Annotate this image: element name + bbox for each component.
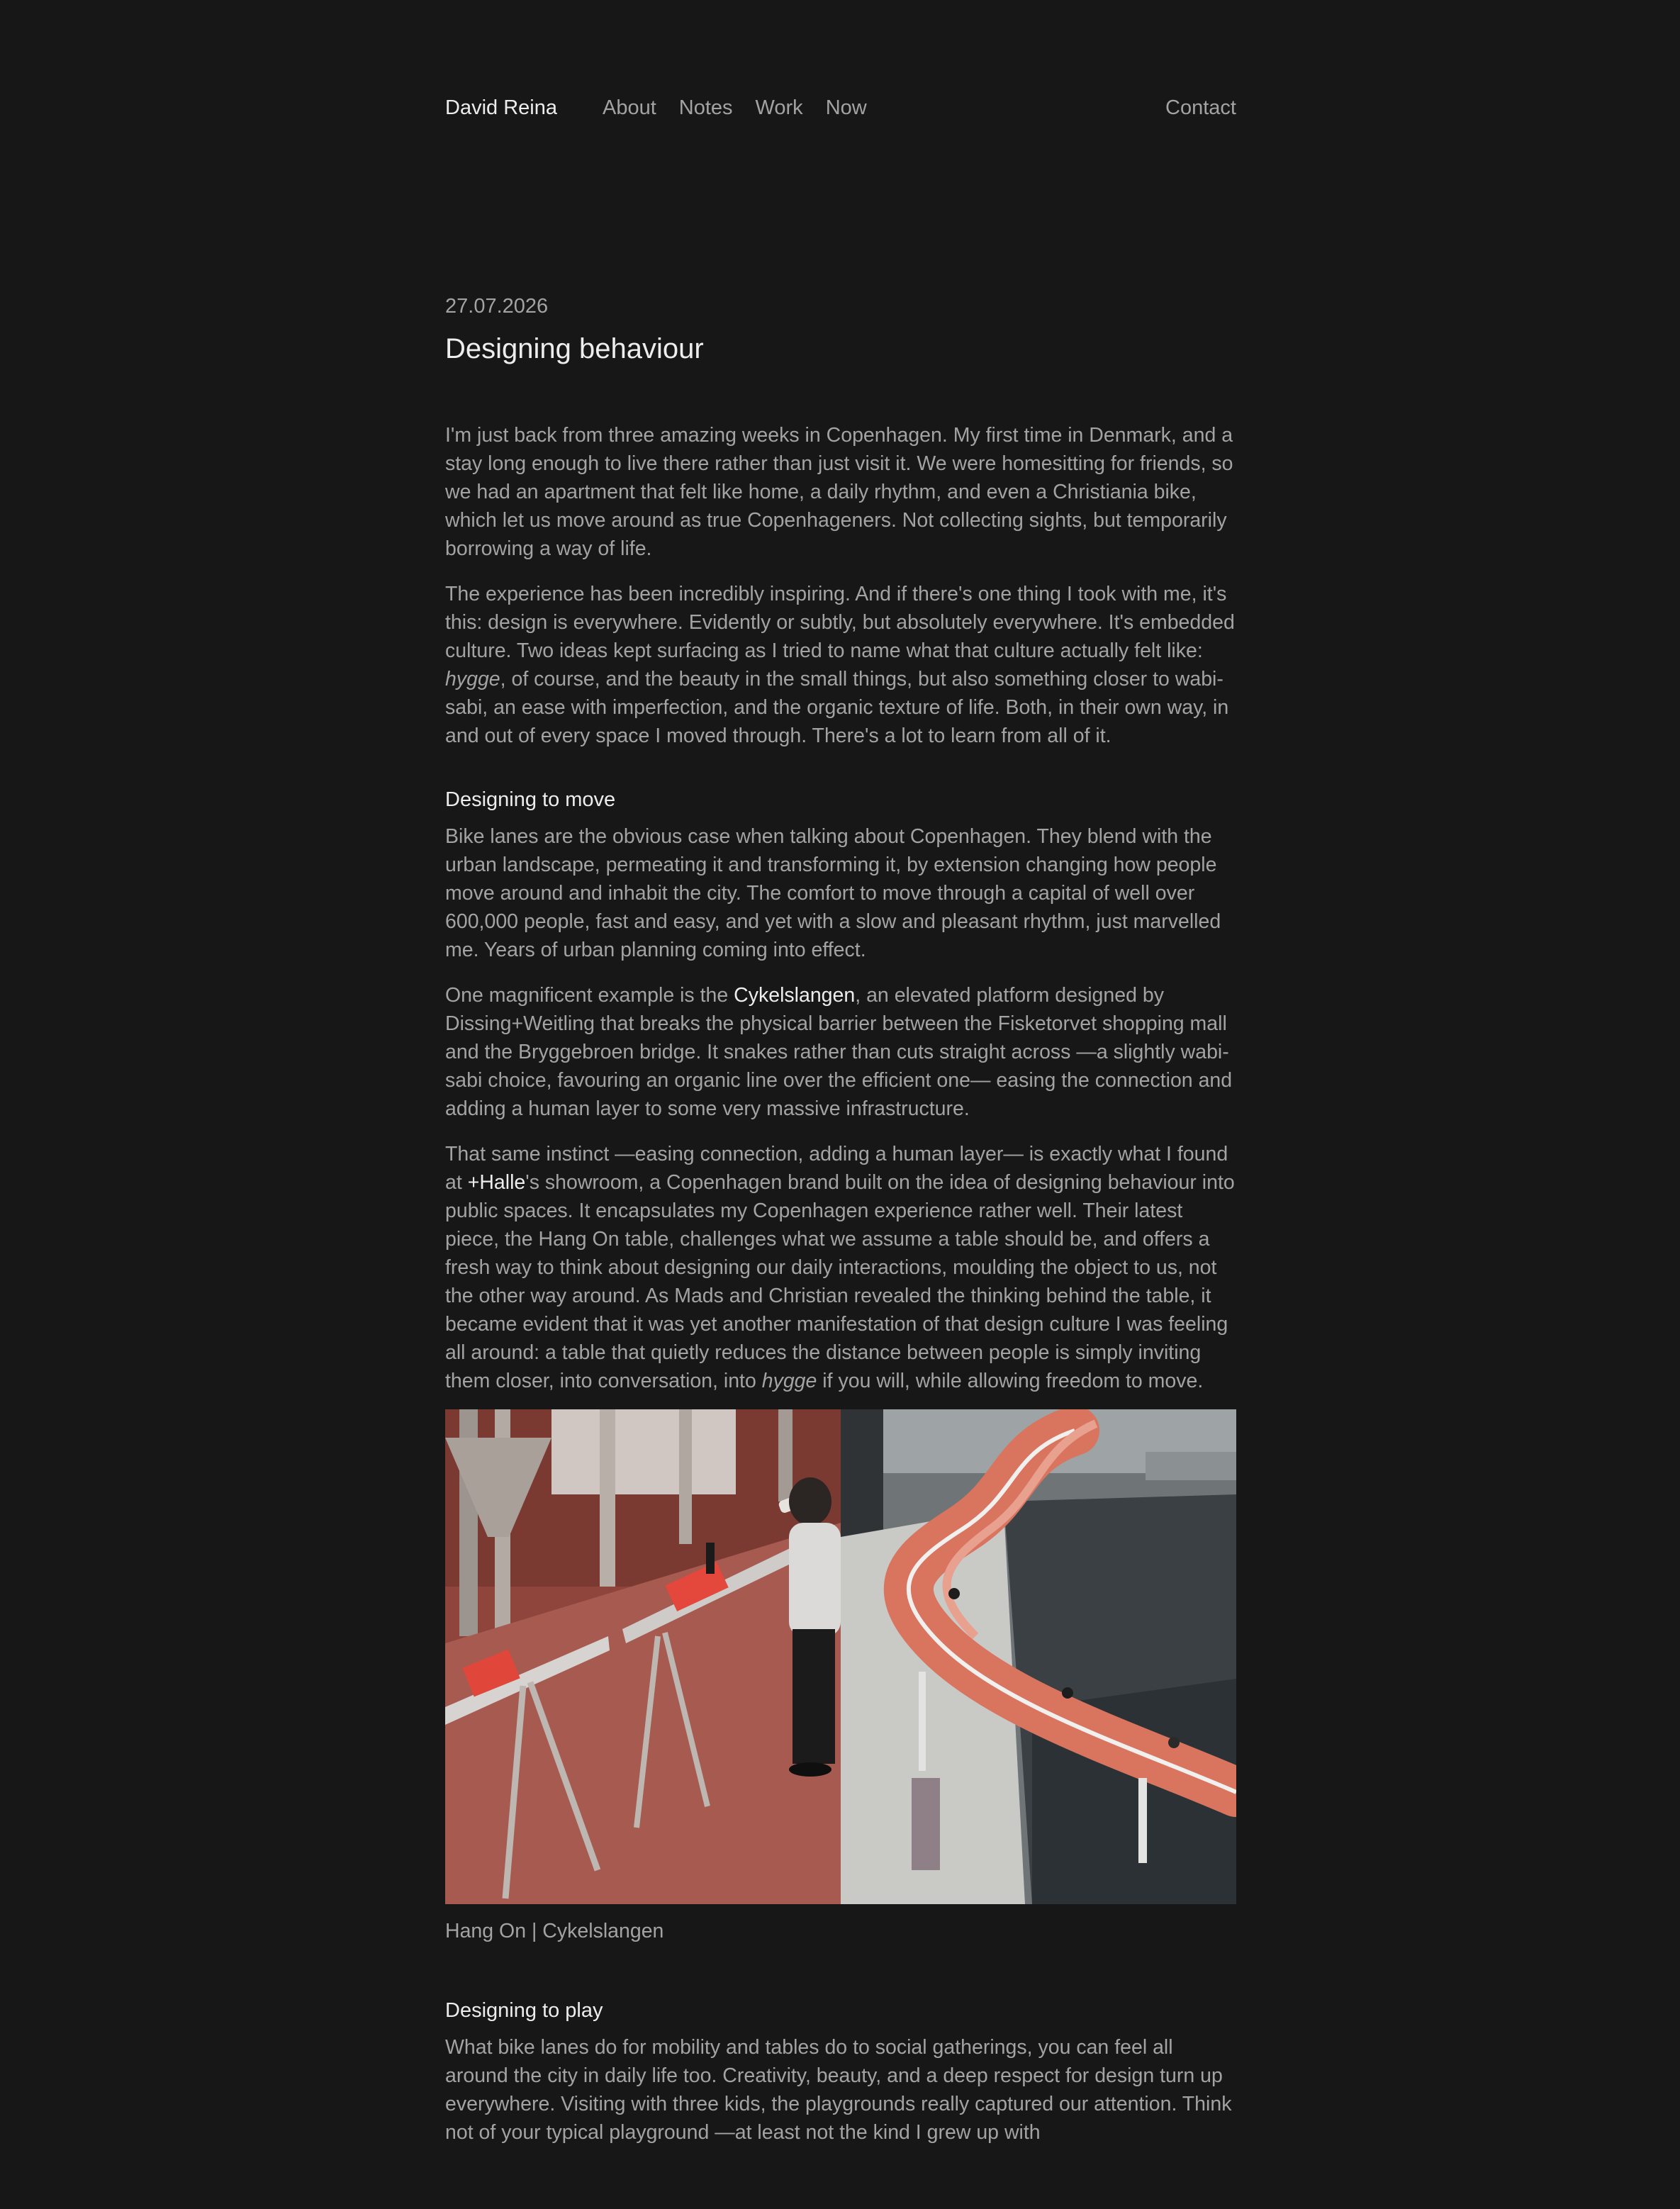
paragraph-halle xyxy=(445,1140,1236,1395)
hang-on-table-illustration xyxy=(445,1409,841,1904)
halle-link[interactable]: +Halle xyxy=(467,1171,526,1194)
paragraph-text: if you will, while allowing freedom to move. xyxy=(817,1370,1204,1392)
cykelslangen-link[interactable]: Cykelslangen xyxy=(734,984,856,1007)
article-figure xyxy=(445,1409,1236,1904)
paragraph-cykelslangen xyxy=(445,981,1236,1123)
nav-work[interactable]: Work xyxy=(755,96,803,119)
article xyxy=(445,292,1236,2164)
main-nav xyxy=(603,96,867,120)
paragraph-bike-lanes: Bike lanes are the obvious case when talking about Copenhagen. They blend with the urban landscape, permeating it and transforming it, by extension changing how people move around and inhabit the city. The comfort to move through a capital of well over 600,000 people, fast and easy, and yet with a slow and pleasant rhythm, just marvelled me. Years of urban planning coming into effect. xyxy=(445,825,1221,961)
post-title: Designing behaviour xyxy=(445,333,704,364)
site-header xyxy=(445,91,1236,125)
brand-link[interactable]: David Reina xyxy=(445,96,557,119)
paragraph-design-everywhere xyxy=(445,580,1236,750)
hang-on-table-photo xyxy=(445,1409,841,1904)
heading-designing-to-move: Designing to move xyxy=(445,788,616,811)
hygge-emphasis: hygge xyxy=(445,668,500,690)
paragraph-playgrounds: What bike lanes do for mobility and tables do to social gatherings, you can feel all around the city in daily life too. Creativity, beauty, and a deep respect for design turn up everywhere. Visiting with three kids, the playgrounds really captured our attention. Think not of your typical playground —at least not the kind I grew up with xyxy=(445,2036,1232,2144)
hygge-emphasis: hygge xyxy=(761,1370,817,1392)
paragraph-text: 's showroom, a Copenhagen brand built on the idea of designing behaviour into public spaces. It encapsulates my Copenhagen experience rather well. Their latest piece, the Hang On table, challenges what we assume a table should be, and offers a fresh way to think about designing our daily interactions, moulding the object to us, not the other way around. As Mads and Christian revealed the thinking behind the table, it became evident that it was yet another manifestation of that design culture I was feeling all around: a table that quietly reduces the distance between people is simply inviting them closer, into conversation, into xyxy=(445,1171,1235,1392)
cykelslangen-illustration xyxy=(841,1409,1236,1904)
figure-caption: Hang On | Cykelslangen xyxy=(445,1920,664,1942)
paragraph-text: That same instinct —easing connection, adding a human layer— is exactly what I found at xyxy=(445,1143,1228,1194)
nav-contact[interactable]: Contact xyxy=(1165,96,1236,119)
article-body xyxy=(445,421,1236,2147)
paragraph-text: , of course, and the beauty in the small things, but also something closer to wabi-sabi, an ease with imperfection, and the organic texture of life. Both, in their own way, in and out of every space I moved through. There's a lot to learn from all of it. xyxy=(445,668,1229,747)
heading-designing-to-play: Designing to play xyxy=(445,1999,603,2022)
paragraph-intro: I'm just back from three amazing weeks in Copenhagen. My first time in Denmark, and a stay long enough to live there rather than just visit it. We were homesitting for friends, so we had an apartment that felt like home, a daily rhythm, and even a Christiania bike, which let us move around as true Copenhageners. Not collecting sights, but temporarily borrowing a way of life. xyxy=(445,424,1233,560)
paragraph-text: The experience has been incredibly inspiring. And if there's one thing I took with me, it's this: design is everywhere. Evidently or subtly, but absolutely everywhere. It's embedded culture. Two ideas kept surfacing as I tried to name what that culture actually felt like: xyxy=(445,583,1235,662)
nav-notes[interactable]: Notes xyxy=(678,96,733,119)
paragraph-text: One magnificent example is the xyxy=(445,984,734,1007)
cykelslangen-photo xyxy=(841,1409,1236,1904)
nav-now[interactable]: Now xyxy=(825,96,867,119)
nav-about[interactable]: About xyxy=(602,96,656,119)
post-date: 27.07.2026 xyxy=(445,295,549,318)
paragraph-text: , an elevated platform designed by Dissing+Weitling that breaks the physical barrier between the Fisketorvet shopping mall and the Bryggebroen bridge. It snakes rather than cuts straight across —a slightly wabi-sabi choice, favouring an organic line over the efficient one— easing the connection and adding a human layer to some very massive infrastructure. xyxy=(445,984,1233,1120)
